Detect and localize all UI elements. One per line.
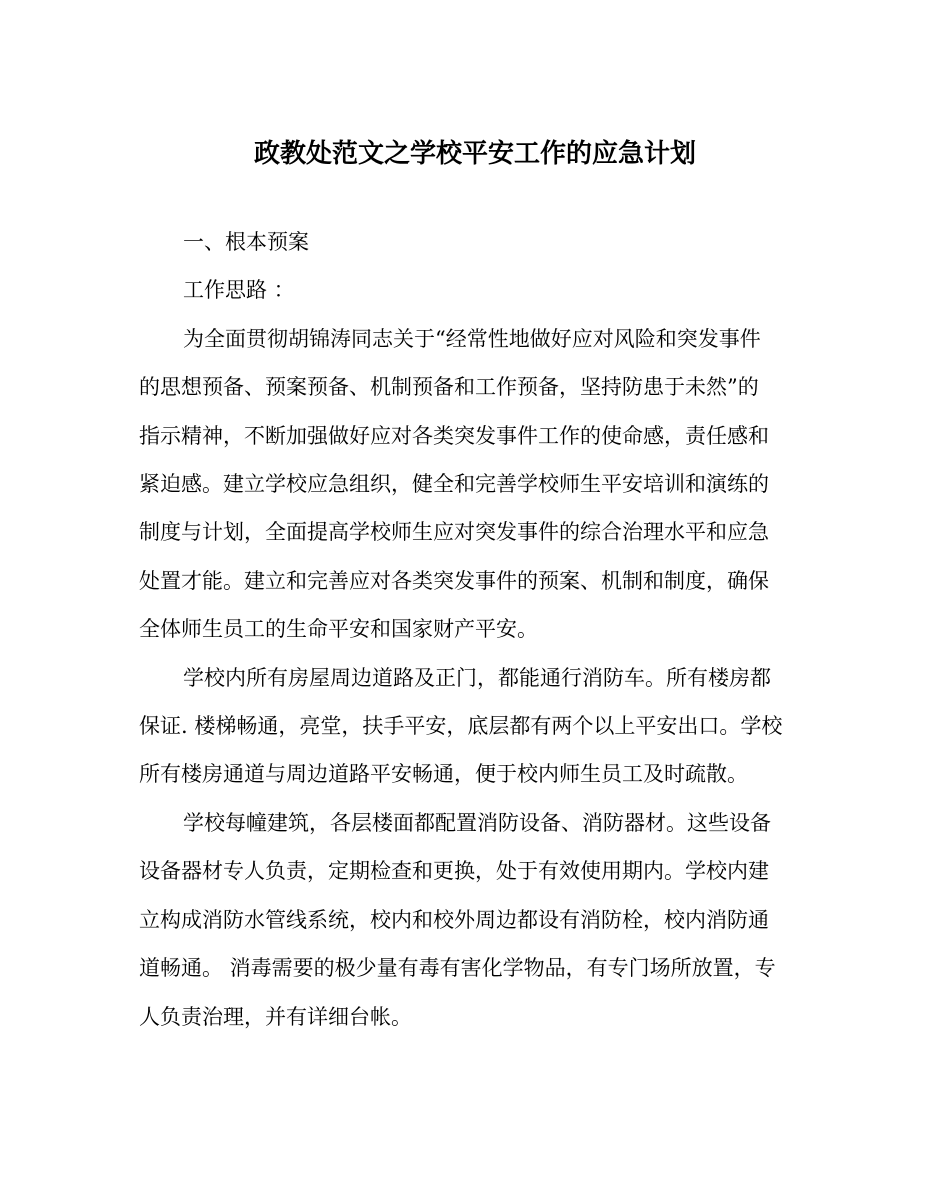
paragraph-line: 制度与计划，全面提高学校师生应对突发事件的综合治理水平和应急: [139, 520, 769, 545]
subsection-heading: 工作思路 ：: [183, 278, 295, 303]
paragraph-1: [139, 315, 805, 654]
paragraph-line: 人负责治理，并有详细台帐。: [139, 1004, 412, 1029]
section-heading: 一、根本预案: [183, 230, 309, 254]
page-title: 政教处范文之学校平安工作的应急计划: [253, 139, 696, 169]
paragraph-line: 的思想预备、预案预备、机制预备和工作预备，坚持防患于未然”的: [139, 375, 759, 400]
paragraph-line: 为全面贯彻胡锦涛同志关于“经常性地做好应对风险和突发事件: [183, 326, 761, 351]
paragraph-line: 道畅通。 消毒需要的极少量有毒有害化学物品，有专门场所放置，专: [139, 956, 776, 981]
paragraph-3: [139, 799, 805, 1041]
paragraph-line: 保证. 楼梯畅通，亮堂，扶手平安，底层都有两个以上平安出口。学校: [139, 714, 783, 739]
paragraph-line: 处置才能。建立和完善应对各类突发事件的预案、机制和制度，确保: [139, 568, 769, 593]
paragraph-line: 全体师生员工的生命平安和国家财产平安。: [139, 617, 538, 642]
paragraph-line: 学校内所有房屋周边道路及正门，都能通行消防车。所有楼房都: [183, 665, 771, 690]
paragraph-line: 指示精神，不断加强做好应对各类突发事件工作的使命感，责任感和: [139, 423, 769, 448]
document-body: [139, 218, 805, 1041]
paragraph-line: 学校每幢建筑，各层楼面都配置消防设备、消防器材。这些设备: [183, 810, 771, 835]
paragraph-line: 紧迫感。建立学校应急组织，健全和完善学校师生平安培训和演练的: [139, 472, 769, 497]
paragraph-line: 设备器材专人负责，定期检查和更换，处于有效使用期内。学校内建: [139, 859, 769, 884]
paragraph-2: [139, 654, 805, 799]
paragraph-line: 立构成消防水管线系统，校内和校外周边都设有消防栓，校内消防通: [139, 907, 769, 932]
paragraph-line: 所有楼房通道与周边道路平安畅通，便于校内师生员工及时疏散。: [139, 762, 748, 787]
